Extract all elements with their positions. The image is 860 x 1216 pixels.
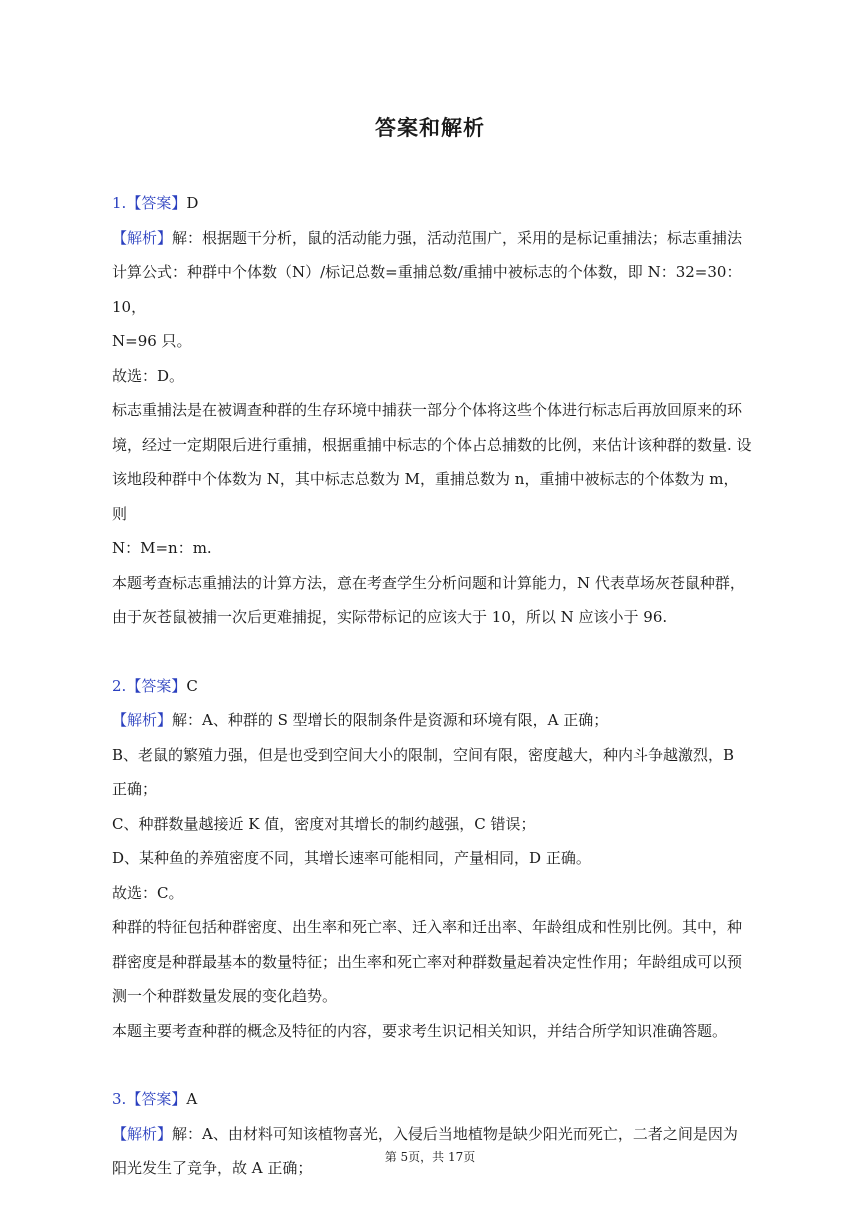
analysis-line: N=96 只。 (112, 332, 192, 350)
section-gap (112, 1048, 752, 1082)
analysis-line: 正确； (112, 780, 158, 798)
answer-line (112, 1082, 752, 1117)
analysis-line: 故选：C。 (112, 883, 184, 902)
page-title: 答案和解析 (375, 115, 485, 140)
answer-line (112, 669, 752, 704)
analysis-line: 故选：D。 (112, 366, 185, 385)
analysis-line (112, 703, 752, 738)
page-footer: 第 5页，共 17页 (384, 1150, 476, 1164)
question-3 (112, 1082, 752, 1186)
analysis-line: N：M=n：m. (112, 539, 212, 557)
analysis-line: D、某种鱼的养殖密度不同，其增长速率可能相同，产量相同，D 正确。 (112, 849, 591, 867)
analysis-line: 境，经过一定期限后进行重捕，根据重捕中标志的个体占总捕数的比例，来估计该种群的数量. 设 (112, 435, 752, 454)
answer-content (112, 186, 752, 1186)
analysis-text: 解：A、种群的 S 型增长的限制条件是资源和环境有限，A 正确； (172, 711, 609, 729)
answer-tag: 【答案】 (126, 1090, 187, 1108)
question-number: 2. (112, 676, 127, 695)
analysis-line: 测一个种群数量发展的变化趋势。 (112, 987, 338, 1005)
question-1 (112, 186, 752, 635)
answer-value: D (186, 194, 199, 212)
question-2 (112, 669, 752, 1049)
answer-value: A (186, 1090, 198, 1108)
analysis-line: 标志重捕法是在被调查种群的生存环境中捕获一部分个体将这些个体进行标志后再放回原来的环 (112, 401, 743, 419)
analysis-line: 种群的特征包括种群密度、出生率和死亡率、迁入率和迁出率、年龄组成和性别比例。其中，种 (112, 918, 743, 936)
question-number: 1. (112, 194, 127, 212)
analysis-line (112, 221, 752, 256)
analysis-line: 阳光发生了竞争，故 A 正确； (112, 1159, 313, 1177)
analysis-line: 计算公式：种群中个体数（N）/标记总数=重捕总数/重捕中被标志的个体数，即 N：32=30：10， (112, 263, 742, 316)
analysis-tag: 【解析】 (112, 228, 173, 247)
analysis-text: 解：A、由材料可知该植物喜光，入侵后当地植物是缺少阳光而死亡，二者之间是因为 (172, 1124, 738, 1143)
analysis-line: 该地段种群中个体数为 N，其中标志总数为 M，重捕总数为 n，重捕中被标志的个体数为 m，则 (112, 470, 739, 523)
section-gap (112, 635, 752, 669)
analysis-line: 群密度是种群最基本的数量特征；出生率和死亡率对种群数量起着决定性作用；年龄组成可以预 (112, 952, 743, 971)
question-number: 3. (112, 1090, 127, 1108)
analysis-line: 由于灰苍鼠被捕一次后更难捕捉，实际带标记的应该大于 10，所以 N 应该小于 96. (112, 608, 668, 626)
answer-tag: 【答案】 (126, 676, 187, 695)
analysis-line: 本题考查标志重捕法的计算方法，意在考查学生分析问题和计算能力，N 代表草场灰苍鼠种群， (112, 573, 745, 592)
analysis-text: 解：根据题干分析，鼠的活动能力强，活动范围广，采用的是标记重捕法；标志重捕法 (172, 228, 743, 247)
answer-tag: 【答案】 (126, 194, 187, 212)
analysis-line: C、种群数量越接近 K 值，密度对其增长的制约越强，C 错误； (112, 814, 536, 833)
analysis-line: 本题主要考查种群的概念及特征的内容，要求考生识记相关知识，并结合所学知识准确答题。 (112, 1021, 728, 1040)
answer-line (112, 186, 752, 221)
analysis-line: B、老鼠的繁殖力强，但是也受到空间大小的限制，空间有限，密度越大，种内斗争越激烈，B (112, 745, 735, 764)
analysis-line (112, 1117, 752, 1152)
answer-value: C (186, 676, 198, 695)
analysis-tag: 【解析】 (112, 711, 173, 729)
analysis-tag: 【解析】 (112, 1124, 173, 1143)
